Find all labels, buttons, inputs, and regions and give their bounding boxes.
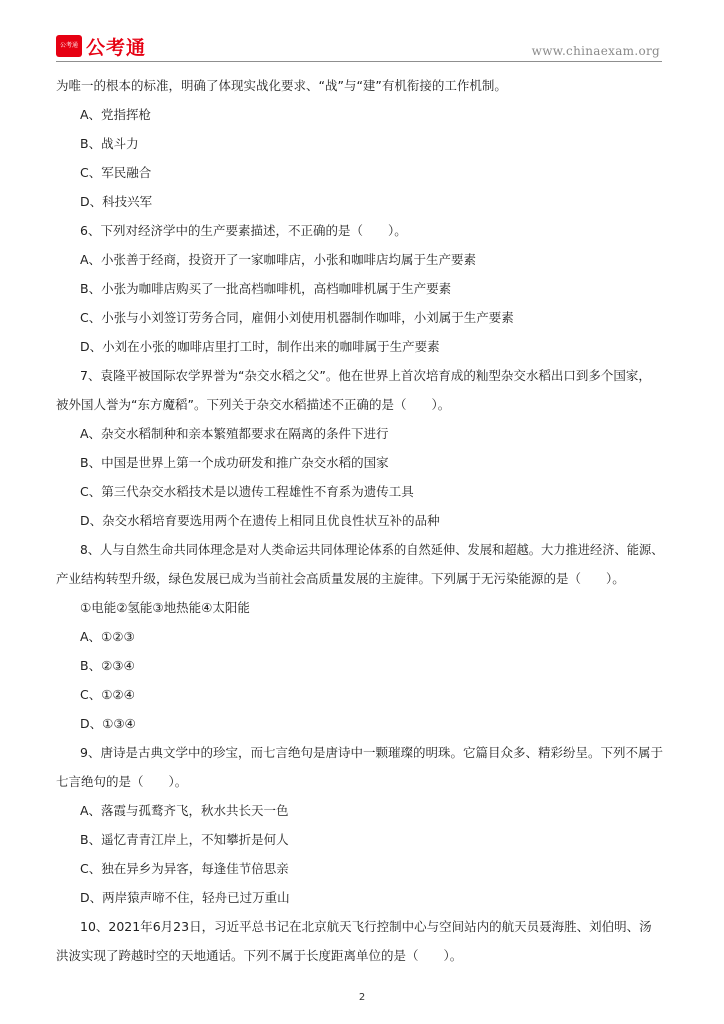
logo-name: 公考通 [86,36,147,59]
question-line: 10、2021年6月23日，习近平总书记在北京航天飞行控制中心与空间站内的航天员聂海胜、刘伯明、汤 [80,919,652,934]
option-line: D、科技兴军 [80,194,153,209]
header-divider [56,61,662,62]
option-line: C、①②④ [80,687,135,702]
logo-badge-icon: 公考通 [56,35,82,57]
option-line: D、杂交水稻培育要选用两个在遗传上相同且优良性状互补的品种 [80,513,440,528]
option-line: B、中国是世界上第一个成功研发和推广杂交水稻的国家 [80,455,389,470]
text-line: 为唯一的根本的标准，明确了体现实战化要求、“战”与“建”有机衔接的工作机制。 [56,78,507,93]
site-url: www.chinaexam.org [531,44,660,58]
page-header [0,0,724,64]
option-line: C、第三代杂交水稻技术是以遗传工程雄性不育系为遗传工具 [80,484,414,499]
option-line: A、党指挥枪 [80,107,152,122]
question-line: 8、人与自然生命共同体理念是对人类命运共同体理论体系的自然延伸、发展和超越。大力推进经济、能源、 [80,543,664,557]
question-line: 被外国人誉为“东方魔稻”。下列关于杂交水稻描述不正确的是（ ）。 [56,397,451,412]
option-line: B、战斗力 [80,136,139,151]
option-line: B、②③④ [80,658,135,673]
option-line: D、两岸猿声啼不住，轻舟已过万重山 [80,890,290,905]
question-line: 6、下列对经济学中的生产要素描述，不正确的是（ ）。 [80,223,407,238]
option-line: C、独在异乡为异客，每逢佳节倍思亲 [80,861,289,876]
option-line: B、小张为咖啡店购买了一批高档咖啡机，高档咖啡机属于生产要素 [80,281,452,296]
logo [56,33,146,59]
option-line: A、小张善于经商，投资开了一家咖啡店，小张和咖啡店均属于生产要素 [80,252,477,267]
question-line: 洪波实现了跨越时空的天地通话。下列不属于长度距离单位的是（ ）。 [56,948,463,963]
question-line: 9、唐诗是古典文学中的珍宝，而七言绝句是唐诗中一颗璀璨的明珠。它篇目众多、精彩纷呈。下列不属于 [80,745,663,760]
option-line: C、军民融合 [80,165,152,180]
option-line: D、小刘在小张的咖啡店里打工时，制作出来的咖啡属于生产要素 [80,339,440,354]
option-line: B、遥忆青青江岸上，不知攀折是何人 [80,832,289,847]
question-line: 七言绝句的是（ ）。 [56,774,188,789]
question-line: 7、袁隆平被国际农学界誉为“杂交水稻之父”。他在世界上首次培育成的籼型杂交水稻出口到多个国家， [80,368,651,383]
page-number: 2 [358,992,366,1003]
question-line: 产业结构转型升级，绿色发展已成为当前社会高质量发展的主旋律。下列属于无污染能源的是（ ）。 [56,571,625,586]
option-line: A、杂交水稻制种和亲本繁殖都要求在隔离的条件下进行 [80,426,389,441]
option-line: A、落霞与孤鹜齐飞，秋水共长天一色 [80,803,289,818]
option-line: D、①③④ [80,716,136,731]
statement-line: ①电能②氢能③地热能④太阳能 [80,600,250,615]
option-line: A、①②③ [80,629,135,644]
option-line: C、小张与小刘签订劳务合同，雇佣小刘使用机器制作咖啡，小刘属于生产要素 [80,310,514,325]
